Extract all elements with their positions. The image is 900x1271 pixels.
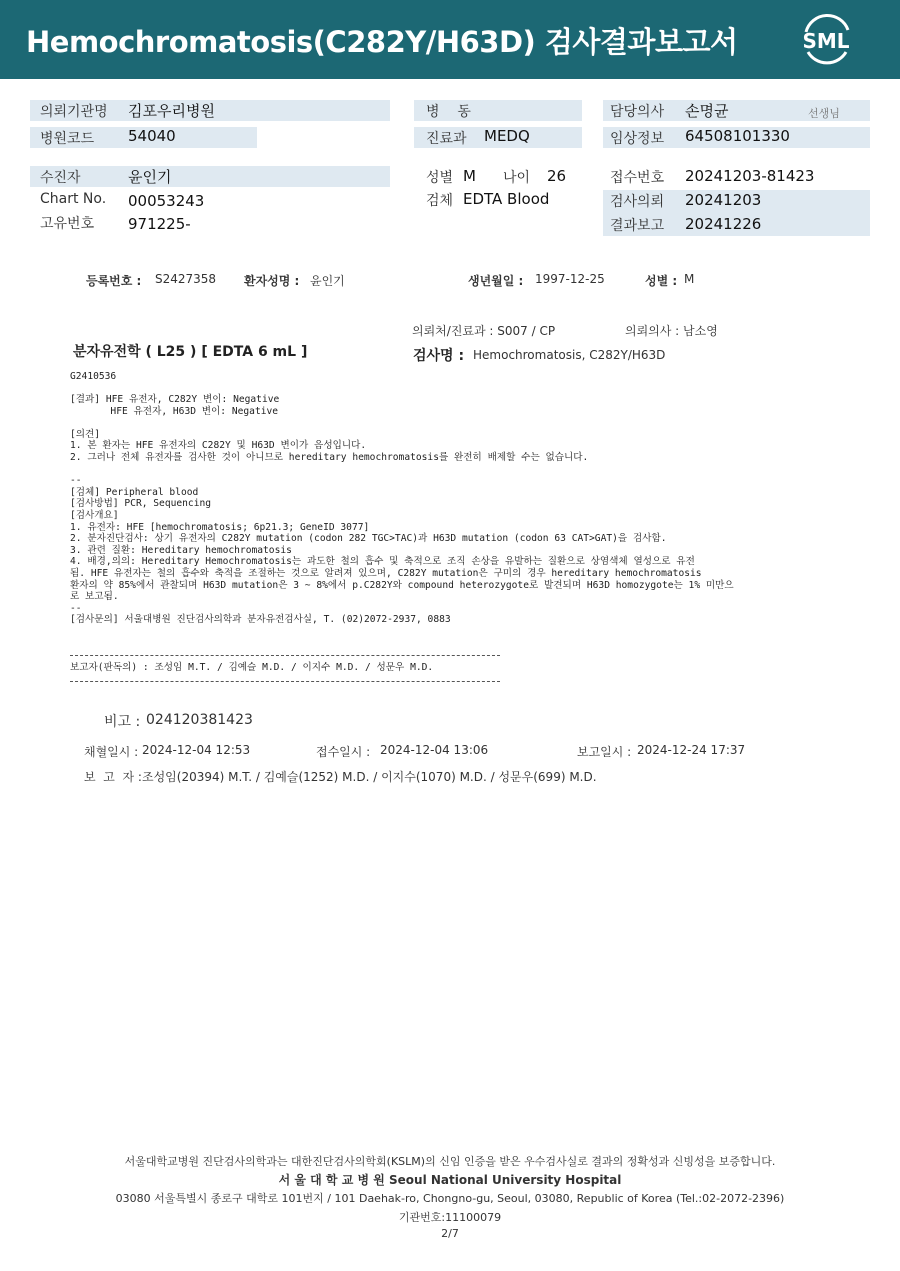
- reg-label: 등록번호 :: [86, 274, 142, 288]
- divider-bottom: [70, 681, 500, 682]
- sex2-value: M: [684, 272, 695, 286]
- age-value: 26: [547, 167, 567, 185]
- report-line: 2. 분자진단검사: 상기 유전자의 C282Y mutation (codon 282 TGC>TAC)과 H63D mutation (codon 63 CAT>GAT)을 검사함.: [70, 533, 667, 545]
- chart-value: 00053243: [128, 192, 205, 210]
- report-line: HFE 유전자, H63D 변이: Negative: [70, 405, 279, 417]
- report-line: 1. 본 환자는 HFE 유전자의 C282Y 및 H63D 변이가 음성입니다.: [70, 440, 367, 452]
- receive-value: 2024-12-04 13:06: [380, 743, 489, 757]
- sex-label: 성별: [426, 170, 454, 186]
- report-line: --: [70, 475, 82, 487]
- hospital-code-label: 병원코드: [40, 131, 95, 147]
- referrer: 의뢰처/진료과 : S007 / CP: [412, 324, 556, 338]
- sex-value: M: [463, 167, 476, 185]
- report-line: [검사문의] 서울대병원 진단검사의학과 분자유전검사실, T. (02)2072-2937, 0883: [70, 614, 451, 626]
- receipt-label: 접수번호: [610, 170, 665, 186]
- name-value: 윤인기: [310, 274, 345, 288]
- clinical-label: 임상정보: [610, 131, 665, 147]
- footer-address: 03080 서울특별시 종로구 대학로 101번지 / 101 Daehak-ro, Chongno-gu, Seoul, 03080, Republic of Korea (Tel.:02-2072-2396): [115, 1192, 785, 1205]
- dob-label: 생년월일 :: [468, 274, 524, 288]
- footer-cert: 서울대학교병원 진단검사의학과는 대한진단검사의학회(KSLM)의 신임 인증을 받은 우수검사실로 결과의 정확성과 신빙성을 보증합니다.: [124, 1155, 776, 1168]
- name-label: 환자성명 :: [244, 274, 300, 288]
- doctor-label: 담당의사: [610, 104, 665, 120]
- patient-value: 윤인기: [128, 168, 172, 186]
- specimen-label: 검체: [426, 193, 454, 209]
- collect-label: 채혈일시 :: [84, 745, 139, 759]
- footer-hospital: 서 울 대 학 교 병 원 Seoul National University Hospital: [278, 1173, 622, 1187]
- test-name-value: Hemochromatosis, C282Y/H63D: [473, 348, 666, 362]
- sml-logo: [796, 12, 856, 68]
- request-label: 검사의뢰: [610, 194, 665, 210]
- specimen-id: G2410536: [70, 371, 117, 382]
- institution-value: 김포우리병원: [128, 102, 215, 120]
- reporter-line: 보고자(판독의) : 조성임 M.T. / 김예슬 M.D. / 이지수 M.D. / 성문우 M.D.: [70, 662, 434, 673]
- receipt-value: 20241203-81423: [685, 167, 815, 185]
- age-label: 나이: [503, 170, 531, 186]
- hospital-code-value: 54040: [128, 127, 176, 145]
- dob-value: 1997-12-25: [535, 272, 605, 286]
- id-label: 고유번호: [40, 216, 95, 232]
- ward-label: 병 동: [426, 104, 471, 120]
- test-name-label: 검사명 :: [413, 348, 465, 364]
- note-value: 024120381423: [146, 712, 253, 728]
- dept-value: MEDQ: [484, 127, 530, 145]
- report-line: [결과] HFE 유전자, C282Y 변이: Negative: [70, 394, 280, 405]
- report-line: 됨. HFE 유전자는 철의 흡수와 축적을 조절하는 것으로 알려져 있으며, C282Y mutation은 구미의 경우 hereditary hemochromatosis: [70, 568, 702, 579]
- receive-label: 접수일시 :: [316, 745, 371, 759]
- footer-org-no: 기관번호:11100079: [398, 1211, 502, 1224]
- reporter-label: 보 고 자 :: [84, 770, 142, 784]
- report-line: 3. 관련 질환: Hereditary hemochromatosis: [70, 544, 292, 556]
- report-time-label: 보고일시 :: [577, 745, 632, 759]
- report-line: 2. 그러나 전체 유전자를 검사한 것이 아니므로 hereditary hemochromatosis를 완전히 배제할 수는 없습니다.: [70, 452, 589, 463]
- sex2-label: 성별 :: [645, 274, 678, 288]
- dept-label: 진료과: [426, 131, 467, 147]
- report-title: Hemochromatosis(C282Y/H63D) 검사결과보고서: [26, 25, 738, 59]
- report-line: --: [70, 602, 82, 614]
- institution-label: 의뢰기관명: [40, 104, 108, 120]
- section-title: 분자유전학 ( L25 ) [ EDTA 6 mL ]: [73, 344, 308, 360]
- request-value: 20241203: [685, 191, 762, 209]
- report-line: [검체] Peripheral blood: [70, 486, 199, 498]
- id-value: 971225-: [128, 215, 191, 233]
- specimen-value: EDTA Blood: [463, 190, 550, 208]
- report-label: 결과보고: [610, 218, 665, 234]
- report-line: 1. 유전자: HFE [hemochromatosis; 6p21.3; GeneID 3077]: [70, 521, 370, 533]
- ref-doctor: 의뢰의사 : 남소영: [625, 324, 718, 338]
- report-header: [0, 0, 900, 79]
- divider-top: [70, 655, 500, 656]
- footer-page: 2/7: [441, 1227, 459, 1240]
- report-value: 20241226: [685, 215, 762, 233]
- collect-value: 2024-12-04 12:53: [142, 743, 251, 757]
- reporter-value: 조성임(20394) M.T. / 김예슬(1252) M.D. / 이지수(1070) M.D. / 성문우(699) M.D.: [142, 770, 597, 784]
- clinical-value: 64508101330: [685, 127, 790, 145]
- patient-label: 수진자: [40, 170, 81, 186]
- report-line: 로 보고됨.: [70, 591, 119, 603]
- report-line: 4. 배경,의의: Hereditary Hemochromatosis는 과도한 철의 흡수 및 축적으로 조직 손상을 유발하는 질환으로 상염색체 열성으로 유전: [70, 556, 695, 568]
- sml-logo-text: SML: [802, 29, 850, 53]
- doctor-value: 손명균: [685, 102, 729, 120]
- reg-value: S2427358: [155, 272, 217, 286]
- doctor-suffix: 선생님: [808, 107, 840, 120]
- report-line: 환자의 약 85%에서 관찰되며 H63D mutation은 3 ~ 8%에서 p.C282Y와 compound heterozygote로 발견되며 H63D homozygote는 1% 미만으: [70, 579, 734, 591]
- note-label: 비고 :: [104, 714, 141, 730]
- report-line: [의견]: [70, 428, 101, 440]
- report-time-value: 2024-12-24 17:37: [637, 743, 746, 757]
- chart-label: Chart No.: [40, 191, 107, 207]
- report-line: [검사방법] PCR, Sequencing: [70, 498, 212, 510]
- report-line: [검사개요]: [70, 510, 119, 521]
- patient-box: [30, 166, 390, 187]
